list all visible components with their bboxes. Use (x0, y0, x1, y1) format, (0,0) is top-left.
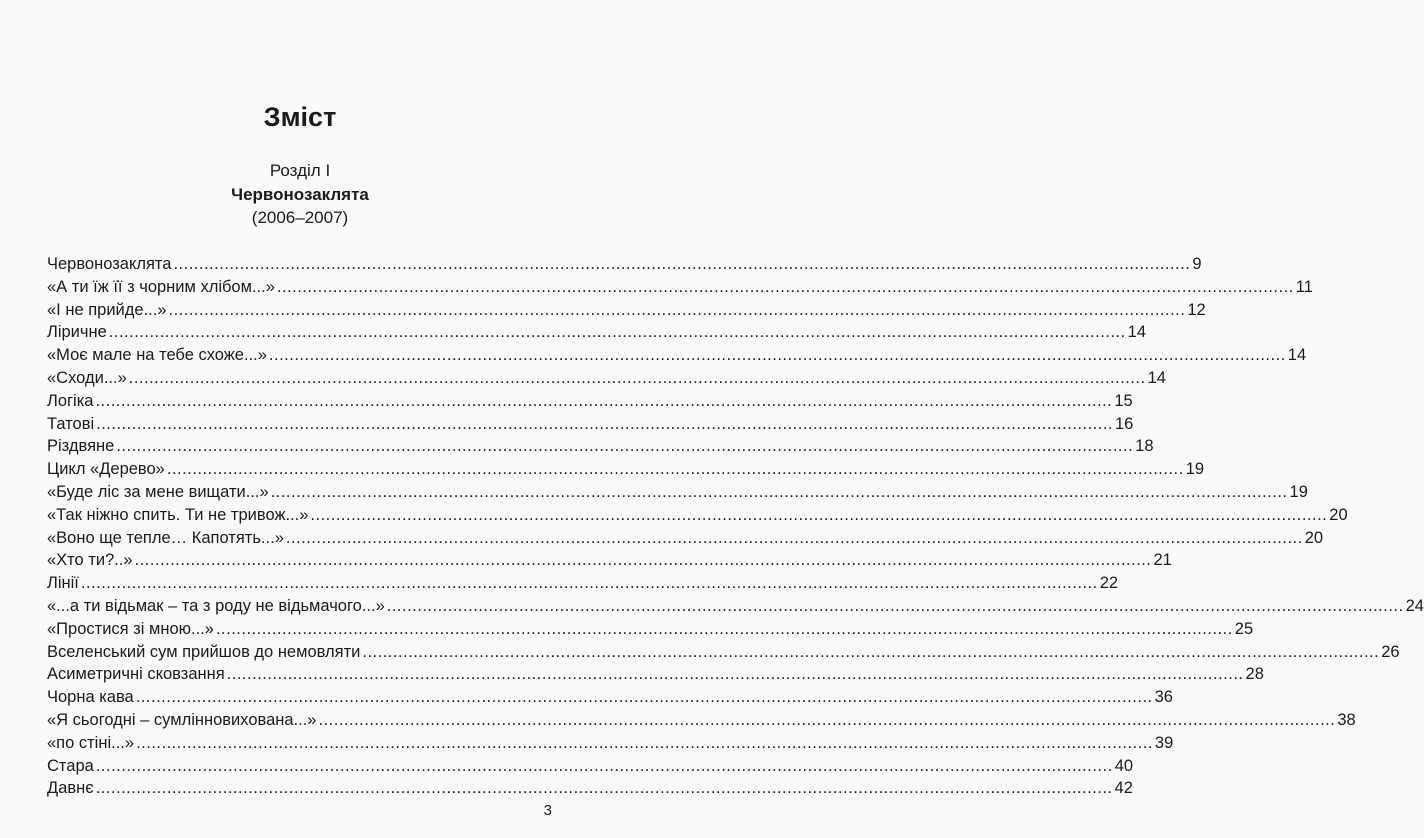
toc-entry-page: 40 (1114, 756, 1134, 775)
toc-leader-dots: ........................................................................................................................................................................................................ (168, 300, 1186, 319)
toc-entry-page: 9 (1192, 255, 1202, 273)
toc-entry-title: «по стіні...» (47, 733, 135, 752)
toc-entry-title: Вселенський сум прийшов до немовляти (47, 642, 361, 661)
toc-entry-page: 11 (1295, 277, 1313, 296)
toc-entry-page: 16 (1115, 414, 1134, 433)
toc-entry-page: 42 (1114, 779, 1133, 798)
toc-entry-title: «Я сьогодні – сумлінновихована...» (47, 710, 317, 729)
toc-entry (47, 755, 1134, 778)
toc-entry (47, 527, 1324, 550)
toc-entry (47, 663, 1264, 686)
toc-entry-title: «Простися зі мною...» (47, 619, 214, 638)
toc-entry (47, 253, 1202, 276)
toc-leader-dots: ........................................................................................................................................................................................................ (173, 255, 1191, 273)
toc-entry-page: 22 (1099, 574, 1119, 593)
section-years: (2006–2007) (251, 208, 349, 227)
toc-leader-dots: ........................................................................................................................................................................................................ (95, 756, 1113, 775)
toc-entry (47, 618, 1254, 641)
toc-entry-page: 15 (1114, 391, 1133, 410)
toc-leader-dots: ........................................................................................................................................................................................................ (95, 391, 1113, 410)
toc-entry-title: Стара (47, 756, 94, 775)
toc-entry (47, 481, 1308, 504)
toc-entry-page: 14 (1147, 368, 1166, 387)
toc-entry (47, 777, 1133, 800)
toc-entry-page: 18 (1135, 437, 1154, 456)
toc-leader-dots: ........................................................................................................................................................................................................ (80, 574, 1098, 593)
toc-leader-dots: ........................................................................................................................................................................................................ (318, 710, 1336, 729)
toc-entry (47, 413, 1134, 436)
toc-entry-title: «Моє мале на тебе схоже...» (47, 346, 267, 365)
toc-entry-title: Логіка (47, 391, 94, 410)
toc-leader-dots: ........................................................................................................................................................................................................ (226, 665, 1244, 684)
toc-entry-title: «Так ніжно спить. Ти не тривож...» (47, 505, 309, 524)
toc-entry (47, 504, 1348, 527)
toc-entry-page: 21 (1153, 551, 1172, 570)
toc-leader-dots: ........................................................................................................................................................................................................ (270, 482, 1288, 501)
toc-leader-dots: ........................................................................................................................................................................................................ (134, 551, 1152, 570)
toc-leader-dots: ........................................................................................................................................................................................................ (108, 323, 1126, 342)
toc-entry-page: 36 (1154, 688, 1173, 707)
toc-entry-title: Ліричне (47, 323, 107, 342)
toc-entry-page: 14 (1127, 323, 1146, 342)
toc-entry-title: Червонозаклята (47, 255, 172, 273)
toc-entry (47, 641, 1400, 664)
toc-leader-dots: ........................................................................................................................................................................................................ (136, 733, 1153, 752)
toc-leader-dots: ........................................................................................................................................................................................................ (128, 368, 1146, 387)
toc-entry (47, 549, 1172, 572)
toc-entry-page: 26 (1381, 642, 1400, 661)
toc-leader-dots: ........................................................................................................................................................................................................ (310, 505, 1328, 524)
toc-entry (47, 299, 1206, 322)
toc-entry (47, 344, 1307, 367)
toc-entry-page: 24 (1405, 596, 1424, 615)
toc-entry-title: Різдвяне (47, 437, 115, 456)
toc-leader-dots: ........................................................................................................................................................................................................ (116, 437, 1134, 456)
toc-entry (47, 390, 1133, 413)
toc-entry-page: 20 (1304, 528, 1324, 547)
toc-leader-dots: ........................................................................................................................................................................................................ (96, 414, 1113, 433)
toc-entry-title: «Воно ще тепле… Капотять...» (47, 528, 284, 547)
toc-entry-page: 14 (1287, 346, 1307, 365)
toc-entry (47, 321, 1146, 344)
toc-entry-page: 12 (1187, 300, 1206, 319)
toc-entry-title: Чорна кава (47, 688, 134, 707)
table-of-contents (47, 253, 1424, 800)
toc-entry-page: 19 (1289, 482, 1308, 501)
toc-entry-title: «Буде ліс за мене вищати...» (47, 482, 269, 501)
toc-leader-dots: ........................................................................................................................................................................................................ (215, 619, 1233, 638)
toc-leader-dots: ........................................................................................................................................................................................................ (362, 642, 1380, 661)
toc-entry (47, 572, 1119, 595)
toc-entry-page: 39 (1154, 733, 1174, 752)
toc-entry (47, 276, 1313, 299)
toc-leader-dots: ........................................................................................................................................................................................................ (285, 528, 1303, 547)
toc-entry-title: Татові (47, 414, 95, 433)
toc-entry (47, 732, 1174, 755)
toc-leader-dots: ........................................................................................................................................................................................................ (276, 277, 1294, 296)
toc-leader-dots: ........................................................................................................................................................................................................ (135, 688, 1153, 707)
toc-entry-page: 38 (1337, 710, 1356, 729)
toc-entry-title: «Сходи...» (47, 368, 127, 387)
toc-entry-page: 28 (1245, 665, 1264, 684)
toc-entry-title: Цикл «Дерево» (47, 460, 165, 479)
toc-entry (47, 709, 1356, 732)
toc-entry-title: «...а ти відьмак – та з роду не відьмачого...» (47, 596, 385, 615)
toc-entry (47, 595, 1424, 618)
toc-entry-title: «Хто ти?..» (47, 551, 133, 570)
toc-leader-dots: ........................................................................................................................................................................................................ (166, 460, 1184, 479)
toc-entry-title: «І не прийде...» (47, 300, 167, 319)
page-title: Зміст (263, 102, 337, 132)
toc-leader-dots: ........................................................................................................................................................................................................ (268, 346, 1286, 365)
toc-entry-title: Давнє (47, 779, 94, 798)
section-name: Червонозаклята (231, 185, 369, 204)
toc-entry-title: «А ти їж її з чорним хлібом...» (47, 277, 275, 296)
toc-entry-title: Асиметричні сковзання (47, 665, 225, 684)
section-label: Розділ І (269, 161, 331, 180)
toc-entry (47, 435, 1154, 458)
toc-entry-page: 25 (1234, 619, 1254, 638)
toc-entry (47, 458, 1205, 481)
toc-entry-page: 19 (1185, 460, 1205, 479)
toc-entry (47, 367, 1166, 390)
toc-entry-page: 20 (1329, 505, 1348, 524)
toc-leader-dots: ........................................................................................................................................................................................................ (95, 779, 1113, 798)
toc-entry (47, 686, 1173, 709)
toc-leader-dots: ........................................................................................................................................................................................................ (386, 596, 1404, 615)
page-number: 3 (543, 802, 552, 819)
toc-entry-title: Лінії (47, 574, 79, 593)
